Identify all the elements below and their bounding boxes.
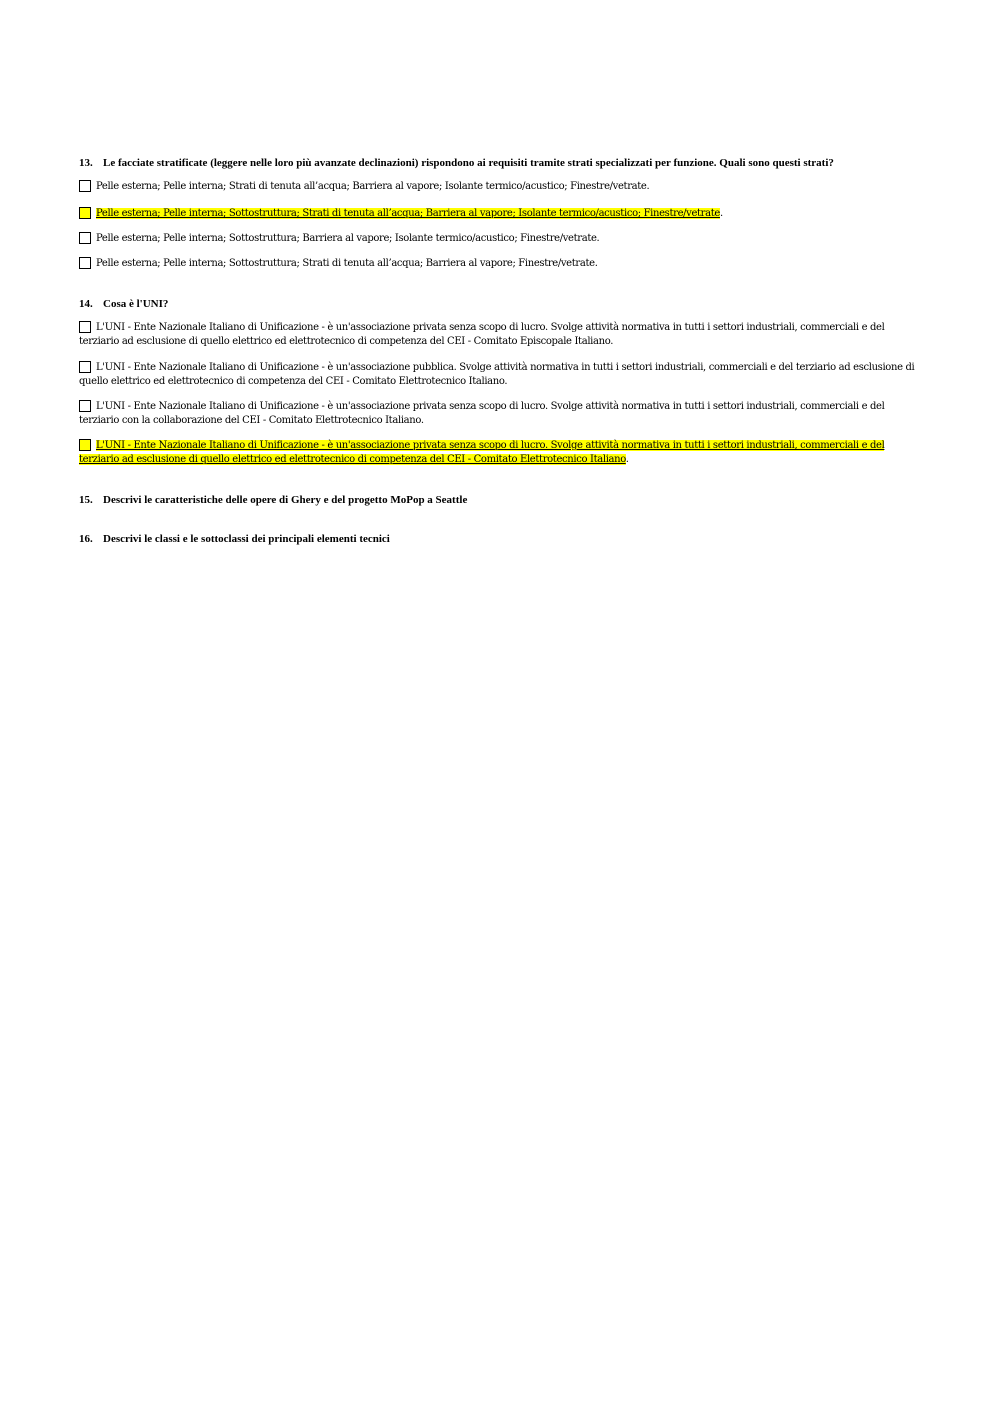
question-16-text: Descrivi le classi e le sottoclassi dei principali elementi tecnici xyxy=(103,533,390,545)
checkbox[interactable] xyxy=(79,232,91,244)
option-text: Pelle esterna; Pelle interna; Strati di tenuta all’acqua; Barriera al vapore; Isolante termico/acustico; Finestre/vetrate. xyxy=(96,181,650,192)
question-15-number: 15. xyxy=(79,494,93,506)
question-13-option-1[interactable] xyxy=(79,180,919,194)
question-15-title xyxy=(79,493,919,507)
option-text: L'UNI - Ente Nazionale Italiano di Unificazione - è un'associazione privata senza scopo di lucro. Svolge attività normativa in tutti i settori industriali, commerciali e del terziario con la collaborazione del CEI - Comitato Elettrotecnico Italiano. xyxy=(79,401,885,426)
question-16-title xyxy=(79,532,919,546)
checkbox[interactable] xyxy=(79,257,91,269)
option-text: Pelle esterna; Pelle interna; Sottostruttura; Barriera al vapore; Isolante termico/acustico; Finestre/vetrate. xyxy=(96,233,600,244)
question-14-option-1[interactable] xyxy=(79,321,919,349)
checkbox[interactable] xyxy=(79,321,91,333)
checkbox[interactable] xyxy=(79,400,91,412)
question-14-option-4[interactable]: L'UNI - Ente Nazionale Italiano di Unificazione - è un'associazione privata senza scopo di lucro. Svolge attività normativa in tutti i settori industriali, commerciali e del terziario ad esclusione di quello elettrico ed elettrotecnico di competenza del CEI - Comitato Elettrotecnico Italiano. xyxy=(79,440,885,465)
question-15 xyxy=(79,493,919,507)
question-16-number: 16. xyxy=(79,533,93,545)
checkbox[interactable] xyxy=(79,180,91,192)
option-text: L'UNI - Ente Nazionale Italiano di Unificazione - è un'associazione privata senza scopo di lucro. Svolge attività normativa in tutti i settori industriali, commerciali e del terziario ad esclusione di quello elettrico ed elettrotecnico di competenza del CEI - Comitato Episcopale Italiano. xyxy=(79,322,885,347)
question-16 xyxy=(79,532,919,546)
question-13-number: 13. xyxy=(79,157,93,169)
question-14 xyxy=(79,297,919,311)
option-text: L'UNI - Ente Nazionale Italiano di Unificazione - è un'associazione pubblica. Svolge attività normativa in tutti i settori industriali, commerciali e del terziario ad esclusione di quello elettrico ed elettrotecnico di competenza del CEI - Comitato Elettrotecnico Italiano. xyxy=(79,362,915,387)
question-13-option-3[interactable] xyxy=(79,232,919,246)
question-13-text: Le facciate stratificate (leggere nelle loro più avanzate declinazioni) rispondono ai requisiti tramite strati specializzati per funzione. Quali sono questi strati? xyxy=(103,157,834,169)
question-14-number: 14. xyxy=(79,298,93,310)
question-14-option-3[interactable] xyxy=(79,400,919,428)
option-text-highlighted: L'UNI - Ente Nazionale Italiano di Unificazione - è un'associazione privata senza scopo di lucro. Svolge attività normativa in tutti i settori industriali, commerciali e del terziario ad esclusione di quello elettrico ed elettrotecnico di competenza del CEI - Comitato Elettrotecnico Italiano xyxy=(79,440,885,465)
question-15-text: Descrivi le caratteristiche delle opere di Ghery e del progetto MoPop a Seattle xyxy=(103,494,468,506)
option-text: Pelle esterna; Pelle interna; Sottostruttura; Strati di tenuta all’acqua; Barriera al vapore; Finestre/vetrate. xyxy=(96,258,598,269)
checkbox[interactable] xyxy=(79,361,91,373)
question-13 xyxy=(79,156,919,170)
question-14-option-2[interactable] xyxy=(79,361,919,389)
question-14-text: Cosa è l'UNI? xyxy=(103,298,169,310)
question-13-option-4[interactable] xyxy=(79,257,919,271)
question-13-title xyxy=(79,156,919,170)
checkbox[interactable] xyxy=(79,207,91,219)
question-14-title xyxy=(79,297,919,311)
checkbox[interactable] xyxy=(79,439,91,451)
question-13-option-2[interactable]: Pelle esterna; Pelle interna; Sottostruttura; Strati di tenuta all’acqua; Barriera al vapore; Isolante termico/acustico; Finestre/vetrate. xyxy=(79,207,919,221)
option-text-highlighted: Pelle esterna; Pelle interna; Sottostruttura; Strati di tenuta all’acqua; Barriera al vapore; Isolante termico/acustico; Finestre/vetrate xyxy=(96,208,720,219)
